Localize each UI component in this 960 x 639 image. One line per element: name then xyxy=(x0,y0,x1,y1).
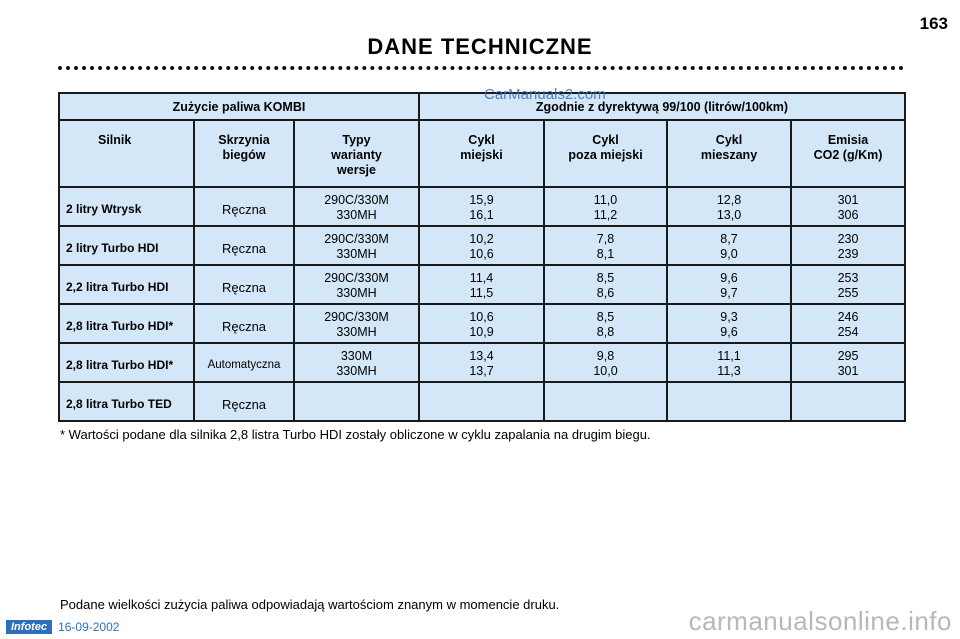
watermark-top: CarManuals2.com xyxy=(484,86,606,103)
column-header xyxy=(419,120,544,187)
gearbox-cell: Automatyczna xyxy=(194,343,294,382)
combined-cycle-cell-value: 9,6 xyxy=(720,325,738,339)
page-number: 163 xyxy=(919,14,948,33)
column-header-line: CO2 (g/Km) xyxy=(813,148,883,162)
column-header-line: wersje xyxy=(337,163,376,177)
extra-urban-cycle-cell-value: 8,5 xyxy=(596,271,615,285)
combined-cycle-cell xyxy=(667,265,791,304)
types-cell xyxy=(294,226,419,265)
urban-cycle-cell xyxy=(419,304,544,343)
combined-cycle-cell xyxy=(667,382,791,421)
combined-cycle-cell xyxy=(667,187,791,226)
table-row xyxy=(59,187,905,226)
engine-cell: 2,8 litra Turbo TED xyxy=(59,382,194,421)
types-cell-value: 330MH xyxy=(336,208,377,222)
combined-cycle-cell xyxy=(667,343,791,382)
column-header xyxy=(59,120,194,187)
table-row xyxy=(59,226,905,265)
urban-cycle-cell-value: 11,4 xyxy=(469,271,494,285)
types-cell-value: 330MH xyxy=(336,364,377,378)
column-header-line: warianty xyxy=(331,148,382,162)
types-cell xyxy=(294,382,419,421)
extra-urban-cycle-cell-value: 8,5 xyxy=(596,310,615,324)
combined-cycle-cell-value: 13,0 xyxy=(716,208,742,222)
extra-urban-cycle-cell-value: 11,0 xyxy=(593,193,618,207)
extra-urban-cycle-cell-value: 8,6 xyxy=(596,286,615,300)
types-cell xyxy=(294,343,419,382)
engine-cell: 2 litry Wtrysk xyxy=(59,187,194,226)
footer-brand xyxy=(6,620,119,634)
extra-urban-cycle-cell xyxy=(544,187,667,226)
co2-emission-cell-value: 255 xyxy=(837,286,859,300)
urban-cycle-cell xyxy=(419,187,544,226)
types-cell-value: 330M xyxy=(340,349,373,363)
footnote: * Wartości podane dla silnika 2,8 listra Turbo HDI zostały obliczone w cyklu zapalania na drugim biegu. xyxy=(60,427,651,442)
column-header-line: Silnik xyxy=(98,133,132,147)
co2-emission-cell xyxy=(791,265,905,304)
types-cell xyxy=(294,304,419,343)
urban-cycle-cell-value: 15,9 xyxy=(469,193,494,207)
footer-date: 16-09-2002 xyxy=(58,620,120,634)
gearbox-cell: Ręczna xyxy=(194,226,294,265)
column-header-line: Skrzynia xyxy=(218,133,270,147)
table-row xyxy=(59,382,905,421)
extra-urban-cycle-cell xyxy=(544,226,667,265)
column-header xyxy=(194,120,294,187)
types-cell xyxy=(294,187,419,226)
engine-cell: 2,8 litra Turbo HDI* xyxy=(59,304,194,343)
table-row xyxy=(59,265,905,304)
co2-emission-cell-value: 295 xyxy=(837,349,859,363)
types-cell-value: 290C/330M xyxy=(324,232,389,246)
column-header-line: mieszany xyxy=(700,148,758,162)
extra-urban-cycle-cell-value: 9,8 xyxy=(596,349,615,363)
urban-cycle-cell-value: 10,6 xyxy=(469,310,494,324)
extra-urban-cycle-cell-value: 8,8 xyxy=(596,325,615,339)
column-header-line: Emisia xyxy=(827,133,869,147)
co2-emission-cell xyxy=(791,226,905,265)
types-cell-value: 330MH xyxy=(336,325,377,339)
column-header-line: Cykl xyxy=(715,133,743,147)
co2-emission-cell xyxy=(791,304,905,343)
table-row xyxy=(59,304,905,343)
extra-urban-cycle-cell xyxy=(544,265,667,304)
co2-emission-cell-value: 301 xyxy=(837,193,859,207)
column-header-line: Cykl xyxy=(592,133,619,147)
urban-cycle-cell-value: 10,6 xyxy=(469,247,494,261)
engine-cell: 2 litry Turbo HDI xyxy=(59,226,194,265)
column-header-line: poza miejski xyxy=(568,148,643,162)
gearbox-cell: Ręczna xyxy=(194,382,294,421)
table-row xyxy=(59,343,905,382)
urban-cycle-cell-value: 13,7 xyxy=(469,364,494,378)
combined-cycle-cell-value: 11,1 xyxy=(717,349,741,363)
urban-cycle-cell-value: 11,5 xyxy=(469,286,494,300)
infotec-logo: Infotec xyxy=(6,620,52,634)
types-cell-value: 290C/330M xyxy=(324,193,389,207)
column-header xyxy=(667,120,791,187)
gearbox-cell: Ręczna xyxy=(194,265,294,304)
group-header-left: Zużycie paliwa KOMBI xyxy=(59,93,419,120)
co2-emission-cell xyxy=(791,343,905,382)
extra-urban-cycle-cell xyxy=(544,343,667,382)
extra-urban-cycle-cell xyxy=(544,382,667,421)
urban-cycle-cell-value: 10,9 xyxy=(469,325,494,339)
urban-cycle-cell xyxy=(419,226,544,265)
dotted-divider xyxy=(58,66,904,70)
combined-cycle-cell-value: 11,3 xyxy=(717,364,741,378)
combined-cycle-cell xyxy=(667,226,791,265)
fuel-consumption-table xyxy=(58,92,906,422)
types-cell xyxy=(294,265,419,304)
column-header-line: biegów xyxy=(222,148,266,162)
combined-cycle-cell-value: 9,0 xyxy=(720,247,738,261)
types-cell-value: 330MH xyxy=(336,286,377,300)
column-header xyxy=(791,120,905,187)
types-cell-value: 330MH xyxy=(336,247,377,261)
co2-emission-cell-value: 301 xyxy=(837,364,859,378)
engine-cell: 2,8 litra Turbo HDI* xyxy=(59,343,194,382)
co2-emission-cell-value: 239 xyxy=(837,247,859,261)
urban-cycle-cell-value: 16,1 xyxy=(469,208,494,222)
combined-cycle-cell-value: 9,3 xyxy=(720,310,738,324)
column-header xyxy=(294,120,419,187)
column-header xyxy=(544,120,667,187)
column-header-line: Typy xyxy=(342,133,371,147)
co2-emission-cell-value: 246 xyxy=(837,310,859,324)
types-cell-value: 290C/330M xyxy=(324,310,389,324)
urban-cycle-cell-value: 13,4 xyxy=(469,349,494,363)
combined-cycle-cell-value: 9,6 xyxy=(720,271,738,285)
extra-urban-cycle-cell-value: 8,1 xyxy=(596,247,615,261)
urban-cycle-cell xyxy=(419,265,544,304)
extra-urban-cycle-cell xyxy=(544,304,667,343)
extra-urban-cycle-cell-value: 11,2 xyxy=(593,208,618,222)
column-header-line: Cykl xyxy=(468,133,495,147)
co2-emission-cell-value: 254 xyxy=(837,325,859,339)
gearbox-cell: Ręczna xyxy=(194,187,294,226)
combined-cycle-cell-value: 8,7 xyxy=(720,232,738,246)
group-header-right: Zgodnie z dyrektywą 99/100 (litrów/100km) xyxy=(419,93,905,120)
combined-cycle-cell xyxy=(667,304,791,343)
extra-urban-cycle-cell-value: 10,0 xyxy=(593,364,618,378)
co2-emission-cell xyxy=(791,187,905,226)
co2-emission-cell-value: 253 xyxy=(837,271,859,285)
bottom-note: Podane wielkości zużycia paliwa odpowiadają wartościom znanym w momencie druku. xyxy=(60,597,560,612)
urban-cycle-cell xyxy=(419,343,544,382)
co2-emission-cell xyxy=(791,382,905,421)
extra-urban-cycle-cell-value: 7,8 xyxy=(596,232,615,246)
co2-emission-cell-value: 306 xyxy=(837,208,859,222)
page-title: DANE TECHNICZNE xyxy=(367,34,593,59)
urban-cycle-cell xyxy=(419,382,544,421)
engine-cell: 2,2 litra Turbo HDI xyxy=(59,265,194,304)
gearbox-cell: Ręczna xyxy=(194,304,294,343)
types-cell-value: 290C/330M xyxy=(324,271,389,285)
column-header-line: miejski xyxy=(460,148,503,162)
watermark-bottom: carmanualsonline.info xyxy=(688,606,952,636)
co2-emission-cell-value: 230 xyxy=(837,232,859,246)
combined-cycle-cell-value: 12,8 xyxy=(716,193,742,207)
urban-cycle-cell-value: 10,2 xyxy=(469,232,494,246)
combined-cycle-cell-value: 9,7 xyxy=(720,286,738,300)
